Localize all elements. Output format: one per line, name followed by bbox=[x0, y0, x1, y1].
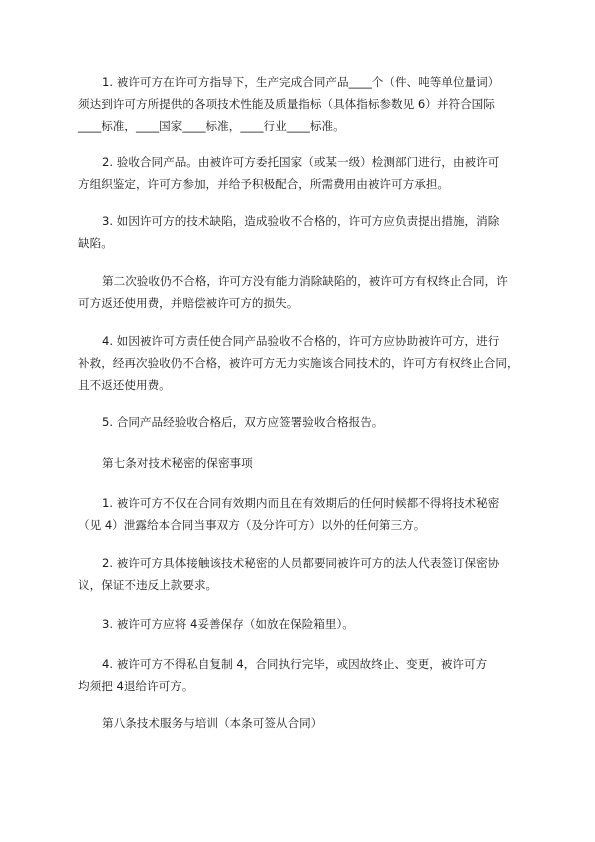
text-line: 方组织鉴定，许可方参加，并给予积极配合，所需费用由被许可方承担。 bbox=[78, 177, 450, 191]
text-line: 且不返还使用费。 bbox=[78, 378, 171, 392]
section-heading: 第七条对技术秘密的保密事项 bbox=[102, 456, 253, 470]
text-line: 1. 被许可方不仅在合同有效期内而且在有效期后的任何时候都不得将技术秘密 bbox=[102, 496, 500, 510]
text-line: 可方返还使用费，并赔偿被许可方的损失。 bbox=[78, 296, 299, 310]
clause-7-item-2 bbox=[78, 552, 533, 596]
clause-7-item-3 bbox=[78, 613, 533, 635]
clause-6-item-3-second-inspection bbox=[78, 270, 533, 314]
text-line: （见 4）泄露给本合同当事双方（及分许可方）以外的任何第三方。 bbox=[78, 518, 426, 532]
text-line: 2. 验收合同产品。由被许可方委托国家（或某一级）检测部门进行，由被许可 bbox=[102, 155, 500, 169]
text-line: 4. 如因被许可方责任使合同产品验收不合格的，许可方应协助被许可方，进行 bbox=[102, 334, 500, 348]
section-heading: 第八条技术服务与培训（本条可签从合同） bbox=[102, 716, 323, 730]
text-line: 均须把 4退给许可方。 bbox=[78, 679, 194, 693]
text-line: 第二次验收仍不合格，许可方没有能力消除缺陷的，被许可方有权终止合同，许 bbox=[102, 274, 508, 288]
clause-6-item-4 bbox=[78, 330, 533, 396]
clause-6-item-1 bbox=[78, 71, 533, 137]
text-line: 2. 被许可方具体接触该技术秘密的人员都要同被许可方的法人代表签订保密协 bbox=[102, 556, 500, 570]
text-line: 补救，经再次验收仍不合格，被许可方无力实施该合同技术的，许可方有权终止合同， bbox=[78, 356, 519, 370]
text-line: 缺陷。 bbox=[78, 236, 113, 250]
clause-6-item-3 bbox=[78, 210, 533, 254]
section-heading-article-8 bbox=[78, 712, 533, 734]
clause-6-item-5 bbox=[78, 411, 533, 433]
text-line: 3. 如因许可方的技术缺陷，造成验收不合格的，许可方应负责提出措施，消除 bbox=[102, 214, 500, 228]
text-line: 议，保证不违反上款要求。 bbox=[78, 578, 218, 592]
text-line: 1. 被许可方在许可方指导下，生产完成合同产品____个（件、吨等单位量词） bbox=[102, 75, 500, 89]
text-line: 4. 被许可方不得私自复制 4，合同执行完毕，或因故终止、变更，被许可方 bbox=[102, 657, 488, 671]
section-heading-article-7 bbox=[78, 452, 533, 474]
clause-7-item-1 bbox=[78, 492, 533, 536]
clause-7-item-4 bbox=[78, 653, 533, 697]
text-line: 3. 被许可方应将 4妥善保存（如放在保险箱里）。 bbox=[102, 617, 354, 631]
text-line: 须达到许可方所提供的各项技术性能及质量指标（具体指标参数见 6）并符合国际 bbox=[78, 97, 495, 111]
text-line: 5. 合同产品经验收合格后，双方应签署验收合格报告。 bbox=[102, 415, 384, 429]
clause-6-item-2 bbox=[78, 151, 533, 195]
text-line: ____标准，____国家____标准，____行业____标准。 bbox=[78, 119, 345, 133]
